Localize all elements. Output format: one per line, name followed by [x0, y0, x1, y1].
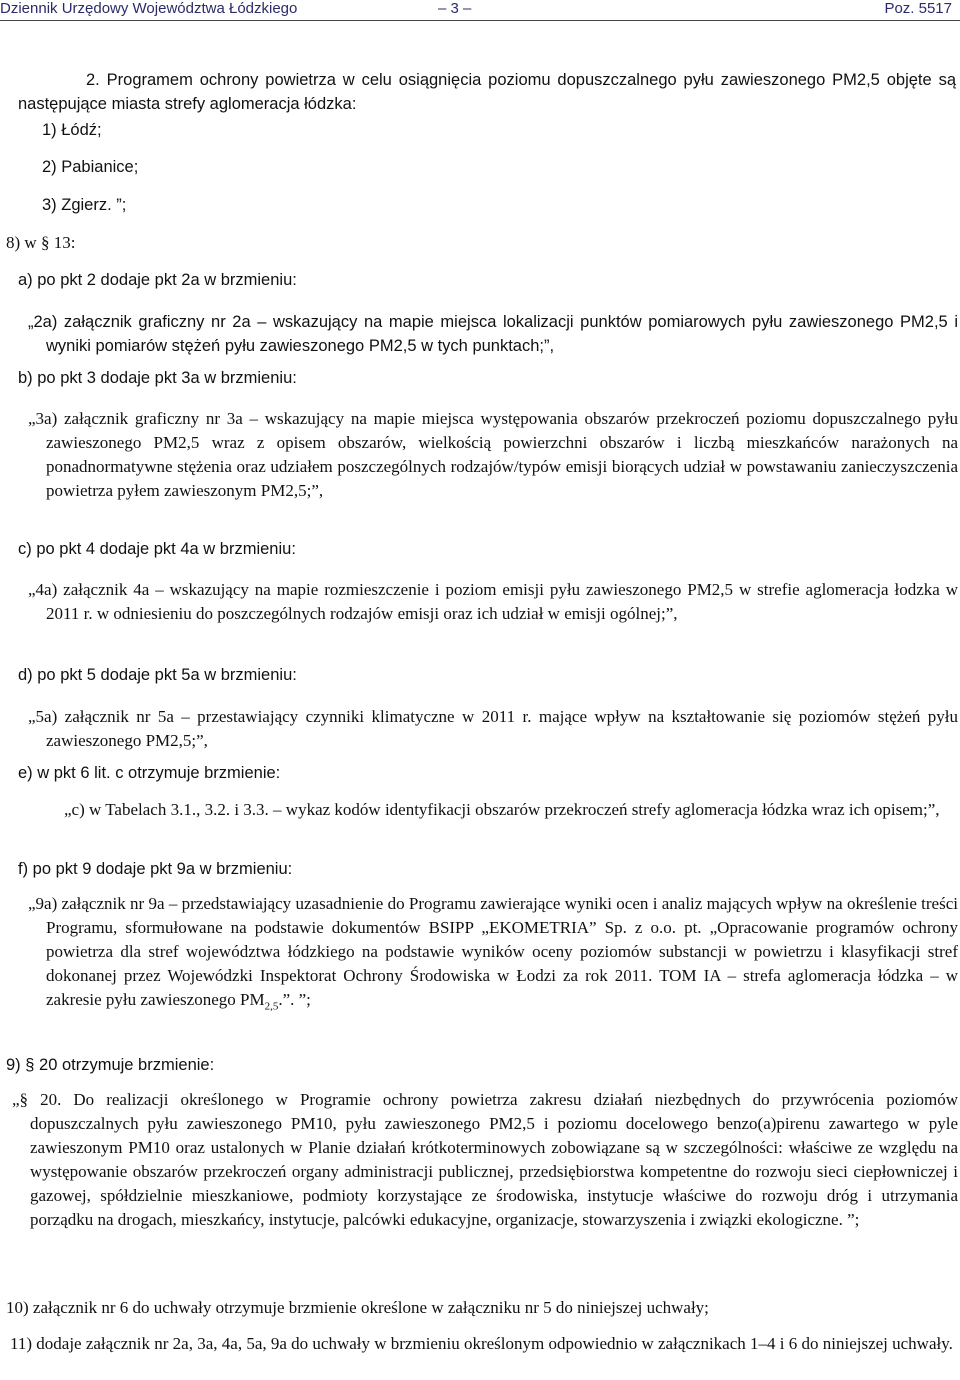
point-9-heading: 9) § 20 otrzymuje brzmienie:: [6, 1056, 215, 1074]
city-item-1: 1) Łódź;: [42, 121, 102, 139]
section-2-intro: 2. Programem ochrony powietrza w celu osiągnięcia poziomu dopuszczalnego pyłu zawieszonego PM2,5 objęte są następujące miasta strefy aglomeracja łódzka:: [18, 71, 956, 113]
city-item-2: 2) Pabianice;: [42, 158, 139, 176]
point-8b-text: „3a) załącznik graficzny nr 3a – wskazujący na mapie miejsca występowania obszarów przekroczeń poziomu dopuszczalnego pyłu zawieszonego PM2,5 wraz z opisem obszarów, wielkością powierzchni obszarów i liczbą mieszkańców narażonych na ponadnormatywne stężenia oraz udziałem poszczególnych rodzajów/typów emisji biorących udział w powstawaniu zanieczyszczenia powietrza pyłem zawieszonym PM2,5;”,: [28, 409, 958, 500]
point-8f-text: „9a) załącznik nr 9a – przedstawiający uzasadnienie do Programu zawierające wyniki ocen i analiz mających wpływ na określenie treści Programu, sformułowane na podstawie dokumentów BSIPP „EKOMETRIA” Sp. z o.o. pt. „Opracowanie programów ochrony powietrza dla stref województwa łódzkiego na podstawie wyników oceny poziomów substancji w powietrzu i klasyfikacji stref dokonanej przez Wojewódzki Inspektorat Ochrony Środowiska w Łodzi za rok 2011. TOM IA – strefa aglomeracja łódzka – w zakresie pyłu zawieszonego $PM_{2,5}$.”. ”;: [28, 894, 958, 1013]
city-item-3: 3) Zgierz. ”;: [42, 196, 127, 214]
point-8c-intro: c) po pkt 4 dodaje pkt 4a w brzmieniu:: [18, 540, 296, 558]
point-8d-intro: d) po pkt 5 dodaje pkt 5a w brzmieniu:: [18, 666, 297, 684]
point-8e-intro: e) w pkt 6 lit. c otrzymuje brzmienie:: [18, 764, 281, 782]
point-8c-text: „4a) załącznik 4a – wskazujący na mapie rozmieszczenie i poziom emisji pyłu zawieszonego PM2,5 w strefie aglomeracja łodzka w 2011 r. w odniesieniu do poszczególnych rodzajów emisji oraz ich udział w emisji ogólnej;”,: [28, 580, 958, 623]
point-8-heading: 8) w § 13:: [6, 233, 76, 252]
position-number: Poz. 5517: [884, 0, 952, 17]
point-8f-intro: f) po pkt 9 dodaje pkt 9a w brzmieniu:: [18, 860, 293, 878]
point-8b-intro: b) po pkt 3 dodaje pkt 3a w brzmieniu:: [18, 369, 297, 387]
point-9-text: „§ 20. Do realizacji określonego w Programie ochrony powietrza zakresu działań niezbędnych do przywrócenia poziomów dopuszczalnych pyłu zawieszonego PM10, pyłu zawieszonego PM2,5 i poziomu docelowego benzo(a)pirenu zawartego w pyle zawieszonym PM10 oraz ustalonych w Planie działań krótkoterminowych zobowiązane są w szczególności: właściwe ze względu na występowanie obszarów przekroczeń organy administracji publicznej, przedsiębiorstwa kompetentne do rozwoju sieci ciepłowniczej i gazowej, spółdzielnie mieszkaniowe, podmioty korzystające ze środowiska, instytucje właściwe do rozwoju dróg i utrzymania porządku na drogach, mieszkańcy, instytucje, palcówki edukacyjne, organizacje, stowarzyszenia i związki ekologiczne. ”;: [12, 1090, 958, 1229]
page-header: [0, 0, 960, 21]
point-8d-text: „5a) załącznik nr 5a – przestawiający czynniki klimatyczne w 2011 r. mające wpływ na kształtowanie się poziomów stężeń pyłu zawieszonego PM2,5;”,: [28, 707, 958, 750]
point-11-text: 11) dodaje załącznik nr 2a, 3a, 4a, 5a, 9a do uchwały w brzmieniu określonym odpowiednio w załącznikach 1–4 i 6 do niniejszej uchwały.: [10, 1334, 953, 1353]
journal-title: Dziennik Urzędowy Województwa Łódzkiego: [0, 0, 298, 17]
point-8a-text: „2a) załącznik graficzny nr 2a – wskazujący na mapie miejsca lokalizacji punktów pomiarowych pyłu zawieszonego PM2,5 i wyniki pomiarów stężeń pyłu zawieszonego PM2,5 w tych punktach;”,: [28, 313, 958, 355]
point-8a-intro: a) po pkt 2 dodaje pkt 2a w brzmieniu:: [18, 271, 297, 289]
page-number: – 3 –: [438, 0, 472, 17]
point-10-text: 10) załącznik nr 6 do uchwały otrzymuje brzmienie określone w załączniku nr 5 do niniejszej uchwały;: [6, 1298, 709, 1317]
point-8e-text: „c) w Tabelach 3.1., 3.2. i 3.3. – wykaz kodów identyfikacji obszarów przekroczeń strefy aglomeracja łódzka wraz ich opisem;”,: [64, 800, 940, 819]
